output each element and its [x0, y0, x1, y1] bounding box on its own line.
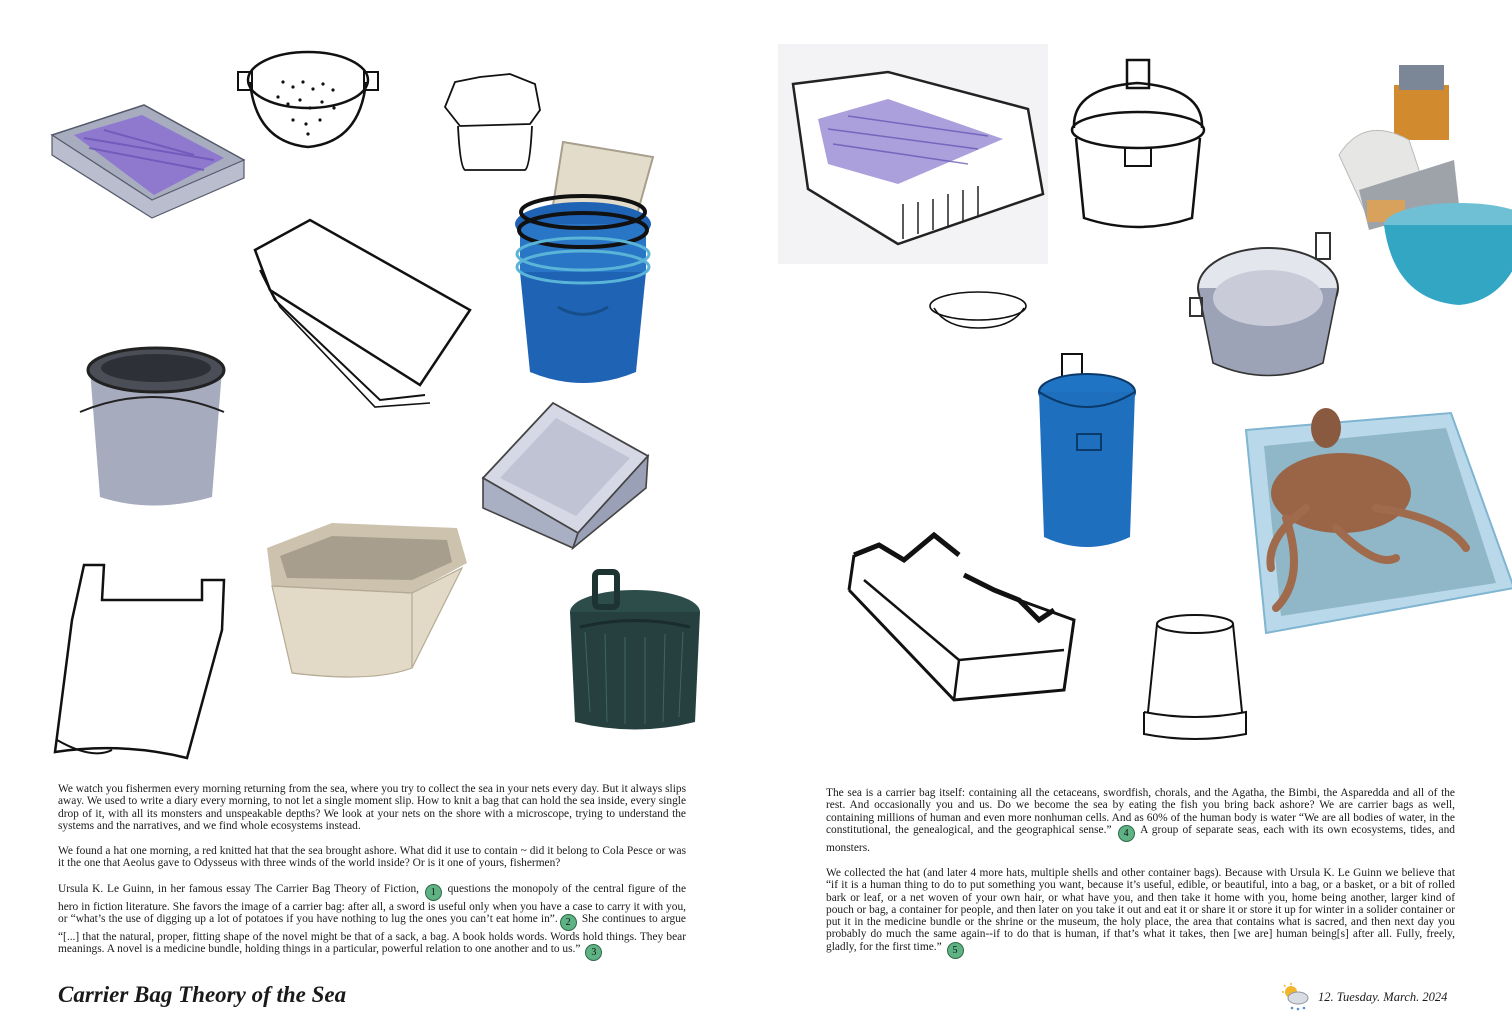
bucket-illustration	[1140, 612, 1250, 742]
left-paragraph-3a: Ursula K. Le Guinn, in her famous essay The Carrier Bag Theory of Fiction,	[58, 882, 419, 895]
colander-illustration	[238, 42, 378, 157]
cloud-sun-snow-icon	[1280, 982, 1310, 1012]
grey-bucket-illustration	[72, 342, 232, 510]
blue-bucket-stack-photo	[508, 132, 658, 390]
right-body-text	[826, 787, 1455, 959]
carrier-bag-illustration	[52, 560, 227, 765]
small-dish-illustration	[926, 288, 1031, 333]
crate-illustration	[44, 100, 254, 220]
right-paragraph-1a: The sea is a carrier bag itself: containing all the cetaceans, swordfish, chorals, and the Agatha, the Bimbi, the Asparedda and all of the rest. And occasionally you and us. Do we become the sea by eating the fish you bring back ashore? We are carrier bags as well, containing millions of human and even more nonhuman cells. And as 60% of the human body is water “We are all bodies of water, in the constitutional, the genealogical, and the geographical sense.”	[826, 787, 1455, 836]
right-paragraph-2-text: We collected the hat (and later 4 more hats, multiple shells and other container bags). Because with Ursula K. Le Guinn we believe that “if it is a human thing to do to put something you want, because it’s useful, edible, or beautiful, into a bag, or a basket, or a bit of rolled bark or leaf, or a net woven of your own hair, or what have you, and then take it home with you, home being another, larger kind of pouch or bag, a container for people, and then later on you take it out and eat it or share it or store it up for winter in a solider container or put it in the medicine bundle or the shrine or the museum, the holy place, the area that contains what is sacred, and then next day you probably do much the same again--if to do that is human, if that’s what it takes, then [we are] human being[s] after all. Fully, freely, gladly, for the first time.”	[826, 867, 1455, 953]
page-title: Carrier Bag Theory of the Sea	[58, 982, 347, 1007]
octopus-tray-photo	[1246, 408, 1512, 633]
scribble-crate-illustration	[778, 44, 1048, 264]
footnote-marker-1[interactable]: 1	[425, 884, 442, 901]
date-text: 12. Tuesday. March. 2024	[1318, 990, 1448, 1004]
right-paragraph-2	[826, 867, 1455, 959]
black-crate-illustration	[844, 530, 1079, 718]
left-paragraph-3b: questions the monopoly of the central figure of the hero in fiction literature. She favors the image of a carrier bag: after all, a sword is useful only when you have a case to carry it with you, or “what’s the use of digging up a lot of potatoes if you have nothing to lug the ones you can’t eat home in”.	[58, 882, 687, 925]
right-paragraph-1	[826, 787, 1455, 854]
green-felt-pot-photo	[565, 572, 705, 732]
left-paragraph-3c: She continues to argue “[...] that the natural, proper, fitting shape of the novel might be that of a sack, a bag. A book holds words. Words hold things. They bear meanings. A novel is a medicine bundle, holding things in a particular, powerful relation to one another and to us.”	[58, 912, 686, 955]
footnote-marker-2[interactable]: 2	[560, 914, 577, 931]
lidded-canister-illustration	[1062, 58, 1212, 233]
left-paragraph-1: We watch you fishermen every morning returning from the sea, where you try to collect the sea in your nets every day. But it always slips away. We used to write a diary every morning, to not let a single moment slip. How to knit a bag that can hold the sea inside, every single drop of it, with all its monsters and unspeakable depths? We look at your nets on the shore with a microscope, trying to understand the systems and the narratives, and we find whole ecosystems instead.	[58, 783, 686, 832]
right-paragraph-1b: A group of separate seas, each with its own ecosystems, tides, and monsters.	[826, 823, 1455, 854]
grey-oval-tub-illustration	[1188, 228, 1348, 384]
blue-cylinder-illustration	[1032, 352, 1142, 557]
left-paragraph-2: We found a hat one morning, a red knitted hat that the sea brought ashore. What did it use to contain ~ did it belong to Cola Pesce or was it the one that Aeolus gave to Odysseus with three winds of the world inside? Or is it one of yours, fishermen?	[58, 845, 686, 870]
left-body-text	[58, 783, 686, 961]
market-scale-photo	[1339, 60, 1512, 315]
grey-container-illustration	[478, 398, 650, 548]
footnote-marker-3[interactable]: 3	[585, 944, 602, 961]
footnote-marker-4[interactable]: 4	[1118, 825, 1135, 842]
right-page	[756, 0, 1512, 1024]
beige-basin-photo	[262, 518, 472, 680]
footnote-marker-5[interactable]: 5	[947, 942, 964, 959]
left-paragraph-3	[58, 883, 686, 962]
date-label	[1318, 990, 1447, 1005]
stacked-trays-illustration	[250, 215, 480, 410]
